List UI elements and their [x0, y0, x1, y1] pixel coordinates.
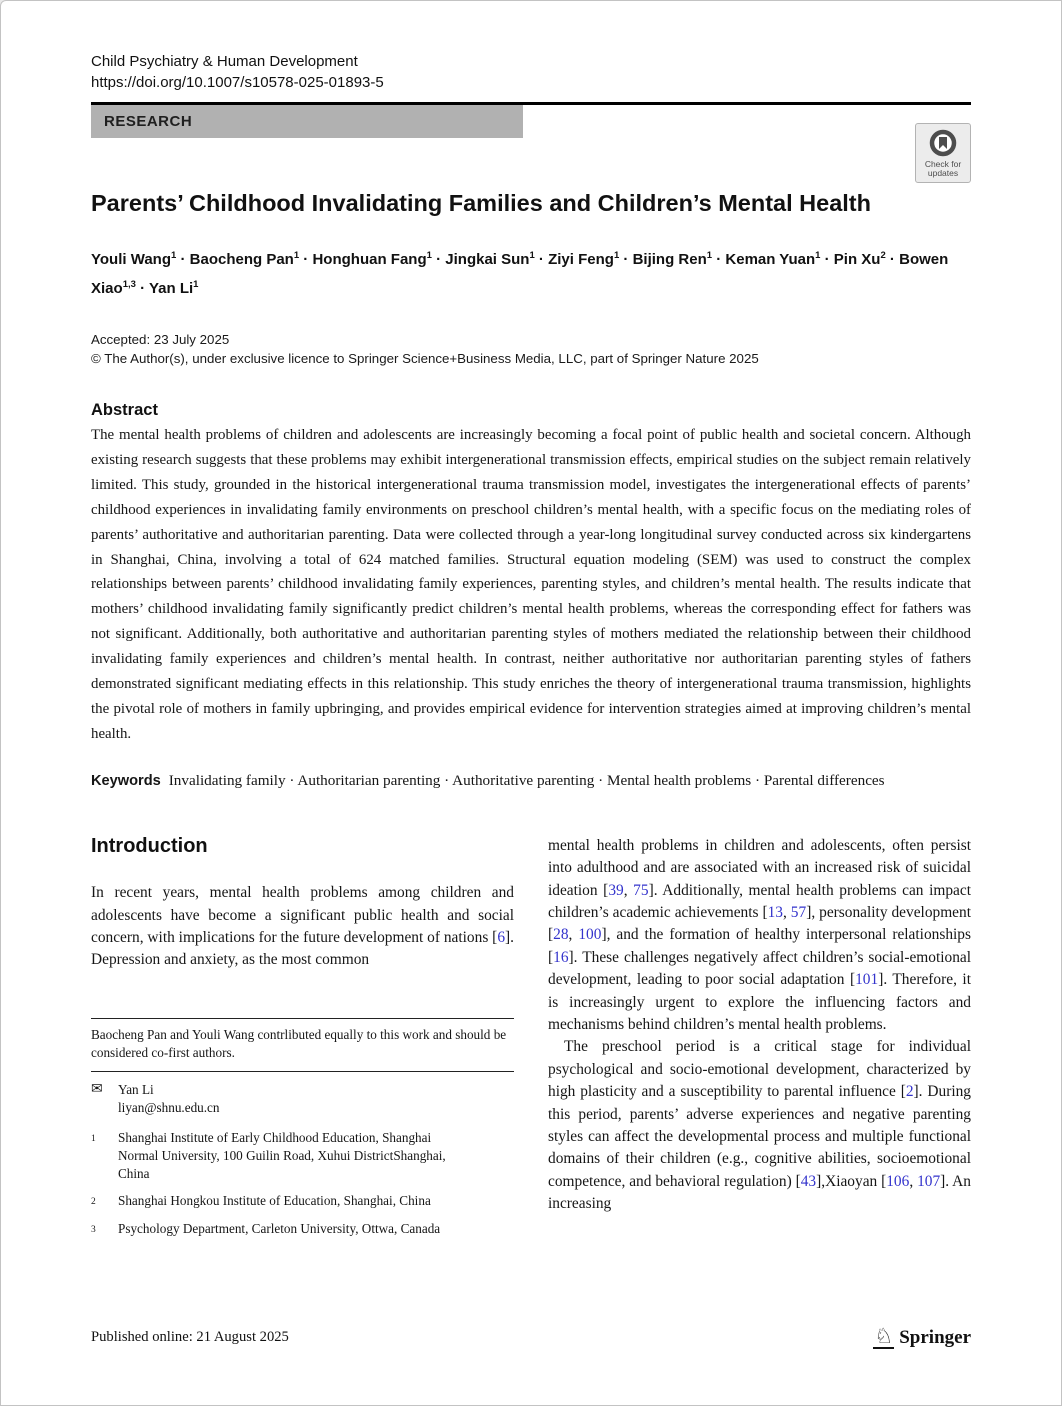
body-text: mental health problems in children and adolescents, often persist into adulthood and are associated with an increased risk of suicidal ideation [ — [548, 836, 971, 899]
footnote-rule-top — [91, 1018, 514, 1019]
paper-title: Parents’ Childhood Invalidating Families and Children’s Mental Health — [91, 190, 871, 216]
reference-link[interactable]: 107 — [917, 1172, 941, 1190]
accepted-date: Accepted: 23 July 2025 — [91, 332, 230, 347]
affiliation-number: 1 — [91, 1133, 96, 1144]
author-name: Bijing Ren — [632, 251, 707, 268]
research-section-bar — [91, 105, 523, 138]
affiliations — [91, 1129, 514, 1239]
affiliation-number: 2 — [91, 1196, 96, 1207]
author-separator: · — [534, 251, 549, 268]
springer-horse-icon: ♘ — [874, 1324, 894, 1348]
reference-link[interactable]: 2 — [905, 1083, 914, 1101]
journal-name: Child Psychiatry & Human Development — [91, 53, 358, 70]
affiliation-number: 3 — [91, 1224, 96, 1235]
body-text: ]. Additionally, mental health problems can impact children’s academic achievements [ — [548, 881, 971, 921]
body-text: , — [782, 904, 791, 921]
reference-link[interactable]: 16 — [553, 948, 569, 966]
author-separator: · — [135, 280, 149, 297]
body-text: ], personality development [ — [548, 904, 971, 944]
affiliation-item — [91, 1220, 514, 1239]
author-affiliation-superscript: 1 — [193, 279, 199, 290]
author-separator: · — [619, 251, 633, 268]
author-affiliation-superscript: 1 — [529, 250, 535, 261]
body-text: ]. Depression and anxiety, as the most common — [91, 929, 514, 969]
check-for-updates-badge[interactable] — [915, 123, 971, 183]
corresponding-author-email[interactable]: liyan@shnu.edu.cn — [118, 1099, 220, 1115]
author-name: Yan Li — [148, 280, 194, 297]
affiliation-item — [91, 1129, 514, 1183]
reference-link[interactable]: 13 — [767, 904, 783, 921]
author-affiliation-superscript: 2 — [880, 250, 886, 261]
body-text: ],Xiaoyan [ — [816, 1172, 887, 1190]
body-text: ], and the formation of healthy interpersonal relationships [ — [548, 926, 971, 966]
research-label: RESEARCH — [104, 113, 193, 130]
intro-columns — [91, 835, 971, 1248]
reference-link[interactable]: 39 — [608, 881, 624, 899]
author-name: Youli Wang — [91, 251, 171, 268]
author-separator: · — [820, 251, 834, 268]
right-column — [548, 835, 971, 1248]
reference-link[interactable]: 6 — [497, 929, 506, 946]
author-separator: · — [431, 251, 446, 268]
affiliation-item — [91, 1192, 514, 1211]
reference-link[interactable]: 106 — [886, 1172, 910, 1190]
body-text: In recent years, mental health problems among children and adolescents have become a significant public health and social concern, with implications for the future development of nations [ — [91, 884, 514, 946]
corresponding-author-row — [91, 1081, 514, 1099]
reference-link[interactable]: 75 — [633, 881, 649, 899]
check-updates-text: Check for updates — [924, 158, 962, 178]
author-separator: · — [299, 251, 313, 268]
article-dates — [91, 331, 971, 368]
intro-paragraph-left — [91, 882, 514, 972]
body-text: ]. These challenges negatively affect children’s social-emotional development, leading to poor social adaptation [ — [548, 948, 971, 989]
keywords-line — [91, 769, 971, 793]
author-list — [91, 243, 971, 301]
author-affiliation-superscript: 1,3 — [122, 279, 136, 290]
footnote-block — [91, 1018, 514, 1239]
affiliation-text: Shanghai Institute of Early Childhood Education, Shanghai Normal University, 100 Guilin Road, Xuhui DistrictShanghai, China — [118, 1129, 446, 1181]
check-updates-icon — [928, 128, 958, 158]
author-name: Pin Xu — [833, 251, 881, 268]
author-affiliation-superscript: 1 — [706, 250, 713, 261]
author-name: Honghuan Fang — [312, 251, 427, 268]
reference-link[interactable]: 101 — [855, 971, 879, 989]
intro-paragraph-right-2 — [548, 1036, 971, 1215]
copyright-notice: © The Author(s), under exclusive licence to Springer Science+Business Media, LLC, part of Springer Nature 2025 — [91, 350, 759, 366]
keywords-text: Invalidating family · Authoritarian parenting · Authoritative parenting · Mental health problems · Parental differences — [168, 771, 885, 789]
body-text: , — [909, 1172, 918, 1190]
author-name: Baocheng Pan — [189, 251, 294, 268]
author-separator: · — [885, 251, 900, 268]
springer-wordmark: Springer — [899, 1326, 971, 1348]
left-column — [91, 835, 514, 1248]
reference-link[interactable]: 28 — [553, 926, 569, 944]
author-separator: · — [176, 251, 190, 268]
body-text: The preschool period is a critical stage for individual psychological and socio-emotional development, characterized by high plasticity and a susceptibility to parental influence [ — [548, 1038, 971, 1101]
intro-paragraph-right-1 — [548, 835, 971, 1037]
body-text: ]. During this period, parents’ adverse experiences and negative parenting styles can affect the developmental process and multiple functional domains of their children (e.g., cognitive abilities, socioemotional competence, and behavioral regulation) [ — [548, 1083, 971, 1190]
corresponding-author-name: Yan Li — [118, 1081, 154, 1097]
published-online: Published online: 21 August 2025 — [91, 1329, 289, 1345]
author-affiliation-superscript: 1 — [815, 250, 821, 261]
reference-link[interactable]: 100 — [578, 926, 602, 944]
body-text: ]. An increasing — [548, 1172, 971, 1213]
author-affiliation-superscript: 1 — [426, 250, 432, 261]
page-footer — [91, 1326, 971, 1349]
abstract-body: The mental health problems of children and adolescents are increasingly becoming a focal point of public health and societal concern. Although existing research suggests that these problems may exhibit intergenerational transmission effects, empirical studies on the subject remain relatively limited. This study, grounded in the historical intergenerational trauma transmission model, investigates the intergenerational effects of parents’ childhood experiences in invalidating family environments on preschool children’s mental health, with a specific focus on the mediating roles of parents’ authoritative and authoritarian parenting. Data were collected through a year-long longitudinal survey conducted across six kindergartens in Shanghai, China, involving a total of 624 matched families. Structural equation modeling (SEM) was used to construct the complex relationships between parents’ childhood invalidating family experiences, parenting styles, and children’s mental health. The results indicate that mothers’ childhood invalidating family significantly predict children’s mental health problems, whereas the corresponding effect for fathers was not significant. Additionally, both authoritative and authoritarian parenting styles of mothers mediated the relationship between their childhood invalidating family experiences and children’s mental health. In contrast, neither authoritative nor authoritarian parenting styles of fathers demonstrated significant mediating effects in this relationship. This study enriches the theory of intergenerational trauma transmission, highlights the pivotal role of mothers in family upbringing, and provides empirical evidence for intervention strategies aimed at improving children’s mental health. — [91, 427, 971, 742]
abstract-heading: Abstract — [91, 401, 158, 419]
author-separator: · — [712, 251, 726, 268]
author-affiliation-superscript: 1 — [613, 250, 620, 261]
author-affiliation-superscript: 1 — [293, 250, 300, 261]
affiliation-text: Psychology Department, Carleton University, Ottwa, Canada — [118, 1220, 441, 1236]
keywords-label: Keywords — [91, 772, 161, 789]
author-name: Jingkai Sun — [445, 251, 530, 268]
author-name: Keman Yuan — [725, 251, 816, 268]
equal-contribution-note: Baocheng Pan and Youli Wang contrlibuted equally to this work and should be considered co-first authors. — [91, 1026, 507, 1060]
reference-link[interactable]: 43 — [800, 1172, 817, 1190]
reference-link[interactable]: 57 — [790, 904, 807, 921]
body-text: , — [623, 881, 634, 899]
journal-header — [91, 1, 971, 93]
author-name: Ziyi Feng — [548, 251, 614, 268]
author-name: Bowen Xiao — [91, 251, 949, 297]
footnote-rule-bottom — [91, 1071, 514, 1072]
doi-link[interactable]: https://doi.org/10.1007/s10578-025-01893-5 — [91, 74, 384, 91]
springer-logo — [873, 1326, 971, 1349]
body-text: ]. Therefore, it is increasingly urgent to explore the influencing factors and mechanisms behind children’s mental health problems. — [548, 971, 971, 1034]
affiliation-text: Shanghai Hongkou Institute of Education, Shanghai, China — [118, 1192, 431, 1208]
body-text: , — [568, 926, 579, 944]
envelope-icon: ✉ — [91, 1081, 103, 1097]
author-affiliation-superscript: 1 — [171, 250, 177, 261]
introduction-heading: Introduction — [91, 834, 208, 857]
